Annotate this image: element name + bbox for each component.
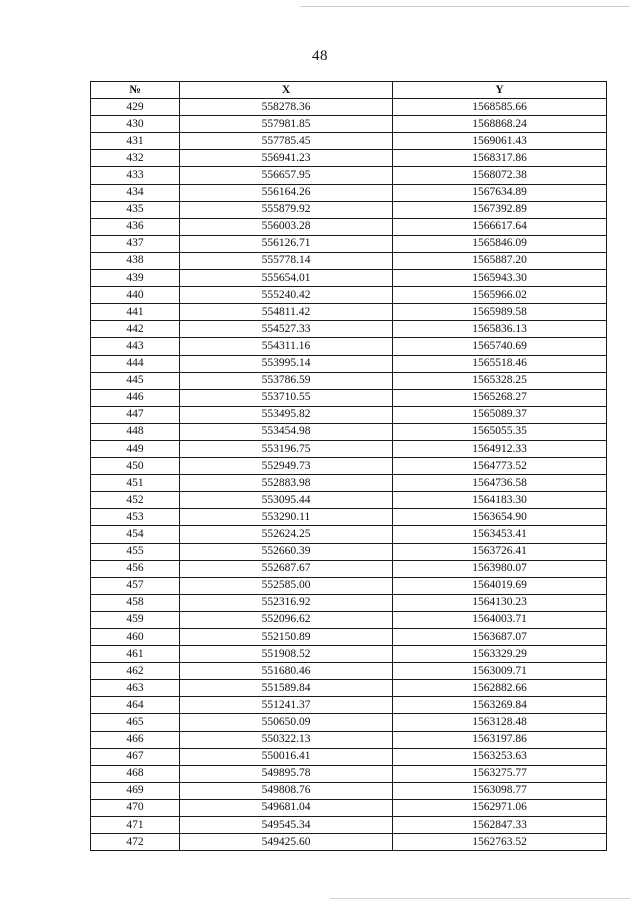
- x-coordinate: 556941.23: [180, 150, 393, 167]
- x-coordinate: 553995.14: [180, 355, 393, 372]
- point-number: 432: [91, 150, 180, 167]
- y-coordinate: 1564736.58: [393, 475, 607, 492]
- y-coordinate: 1565268.27: [393, 389, 607, 406]
- point-number: 465: [91, 714, 180, 731]
- table-row: [91, 748, 607, 765]
- header-y: Y: [393, 82, 607, 99]
- x-coordinate: 552660.39: [180, 543, 393, 560]
- y-coordinate: 1568585.66: [393, 99, 607, 116]
- x-coordinate: 551241.37: [180, 697, 393, 714]
- point-number: 444: [91, 355, 180, 372]
- table-row: [91, 372, 607, 389]
- y-coordinate: 1564183.30: [393, 492, 607, 509]
- point-number: 440: [91, 287, 180, 304]
- point-number: 471: [91, 817, 180, 834]
- point-number: 434: [91, 184, 180, 201]
- y-coordinate: 1563098.77: [393, 782, 607, 799]
- point-number: 451: [91, 475, 180, 492]
- table-row: [91, 270, 607, 287]
- x-coordinate: 549808.76: [180, 782, 393, 799]
- x-coordinate: 552585.00: [180, 577, 393, 594]
- point-number: 459: [91, 611, 180, 628]
- y-coordinate: 1565943.30: [393, 270, 607, 287]
- table-row: [91, 406, 607, 423]
- y-coordinate: 1565089.37: [393, 406, 607, 423]
- x-coordinate: 555879.92: [180, 201, 393, 218]
- table-row: [91, 355, 607, 372]
- x-coordinate: 550322.13: [180, 731, 393, 748]
- point-number: 433: [91, 167, 180, 184]
- table-row: [91, 338, 607, 355]
- table-row: [91, 201, 607, 218]
- point-number: 437: [91, 235, 180, 252]
- y-coordinate: 1565328.25: [393, 372, 607, 389]
- point-number: 447: [91, 406, 180, 423]
- table-row: [91, 167, 607, 184]
- x-coordinate: 552883.98: [180, 475, 393, 492]
- x-coordinate: 550016.41: [180, 748, 393, 765]
- y-coordinate: 1564912.33: [393, 440, 607, 457]
- y-coordinate: 1563197.86: [393, 731, 607, 748]
- y-coordinate: 1564019.69: [393, 577, 607, 594]
- y-coordinate: 1563453.41: [393, 526, 607, 543]
- point-number: 442: [91, 321, 180, 338]
- y-coordinate: 1562847.33: [393, 817, 607, 834]
- x-coordinate: 549425.60: [180, 834, 393, 851]
- x-coordinate: 558278.36: [180, 99, 393, 116]
- y-coordinate: 1563128.48: [393, 714, 607, 731]
- point-number: 450: [91, 458, 180, 475]
- x-coordinate: 553196.75: [180, 440, 393, 457]
- table-row: [91, 184, 607, 201]
- x-coordinate: 556657.95: [180, 167, 393, 184]
- y-coordinate: 1563253.63: [393, 748, 607, 765]
- point-number: 470: [91, 799, 180, 816]
- point-number: 468: [91, 765, 180, 782]
- point-number: 458: [91, 594, 180, 611]
- x-coordinate: 553710.55: [180, 389, 393, 406]
- table-row: [91, 817, 607, 834]
- y-coordinate: 1564773.52: [393, 458, 607, 475]
- y-coordinate: 1568072.38: [393, 167, 607, 184]
- table-row: [91, 765, 607, 782]
- x-coordinate: 552624.25: [180, 526, 393, 543]
- table-row: [91, 663, 607, 680]
- table-row: [91, 594, 607, 611]
- x-coordinate: 553454.98: [180, 423, 393, 440]
- table-header-row: [91, 82, 607, 99]
- page-number: 48: [312, 48, 328, 64]
- y-coordinate: 1562882.66: [393, 680, 607, 697]
- x-coordinate: 552687.67: [180, 560, 393, 577]
- point-number: 466: [91, 731, 180, 748]
- table-row: [91, 714, 607, 731]
- y-coordinate: 1565989.58: [393, 304, 607, 321]
- point-number: 439: [91, 270, 180, 287]
- point-number: 472: [91, 834, 180, 851]
- table-row: [91, 509, 607, 526]
- y-coordinate: 1563687.07: [393, 629, 607, 646]
- point-number: 431: [91, 133, 180, 150]
- x-coordinate: 551908.52: [180, 646, 393, 663]
- x-coordinate: 556126.71: [180, 235, 393, 252]
- x-coordinate: 557785.45: [180, 133, 393, 150]
- table-row: [91, 440, 607, 457]
- y-coordinate: 1563329.29: [393, 646, 607, 663]
- x-coordinate: 554527.33: [180, 321, 393, 338]
- scan-edge-bottom: [330, 898, 630, 899]
- table-row: [91, 99, 607, 116]
- table-row: [91, 782, 607, 799]
- point-number: 464: [91, 697, 180, 714]
- x-coordinate: 550650.09: [180, 714, 393, 731]
- table-row: [91, 475, 607, 492]
- point-number: 454: [91, 526, 180, 543]
- y-coordinate: 1563654.90: [393, 509, 607, 526]
- table-row: [91, 560, 607, 577]
- table-row: [91, 218, 607, 235]
- table-row: [91, 680, 607, 697]
- x-coordinate: 549681.04: [180, 799, 393, 816]
- point-number: 429: [91, 99, 180, 116]
- y-coordinate: 1565518.46: [393, 355, 607, 372]
- x-coordinate: 556003.28: [180, 218, 393, 235]
- y-coordinate: 1563009.71: [393, 663, 607, 680]
- y-coordinate: 1563980.07: [393, 560, 607, 577]
- x-coordinate: 553095.44: [180, 492, 393, 509]
- y-coordinate: 1564003.71: [393, 611, 607, 628]
- point-number: 461: [91, 646, 180, 663]
- table-row: [91, 492, 607, 509]
- y-coordinate: 1568317.86: [393, 150, 607, 167]
- y-coordinate: 1564130.23: [393, 594, 607, 611]
- point-number: 462: [91, 663, 180, 680]
- x-coordinate: 555654.01: [180, 270, 393, 287]
- y-coordinate: 1565740.69: [393, 338, 607, 355]
- point-number: 463: [91, 680, 180, 697]
- point-number: 438: [91, 252, 180, 269]
- table-row: [91, 697, 607, 714]
- x-coordinate: 549895.78: [180, 765, 393, 782]
- point-number: 457: [91, 577, 180, 594]
- point-number: 435: [91, 201, 180, 218]
- y-coordinate: 1565887.20: [393, 252, 607, 269]
- coordinates-table: [90, 81, 607, 851]
- point-number: 441: [91, 304, 180, 321]
- header-x: X: [180, 82, 393, 99]
- table-row: [91, 543, 607, 560]
- x-coordinate: 551680.46: [180, 663, 393, 680]
- table-row: [91, 150, 607, 167]
- point-number: 467: [91, 748, 180, 765]
- x-coordinate: 551589.84: [180, 680, 393, 697]
- point-number: 453: [91, 509, 180, 526]
- y-coordinate: 1562971.06: [393, 799, 607, 816]
- y-coordinate: 1567634.89: [393, 184, 607, 201]
- scan-edge-top: [300, 6, 630, 7]
- table-row: [91, 133, 607, 150]
- table-row: [91, 389, 607, 406]
- table-row: [91, 577, 607, 594]
- table-row: [91, 304, 607, 321]
- x-coordinate: 552096.62: [180, 611, 393, 628]
- table-row: [91, 799, 607, 816]
- x-coordinate: 554811.42: [180, 304, 393, 321]
- table-row: [91, 252, 607, 269]
- y-coordinate: 1567392.89: [393, 201, 607, 218]
- x-coordinate: 555778.14: [180, 252, 393, 269]
- point-number: 455: [91, 543, 180, 560]
- y-coordinate: 1565846.09: [393, 235, 607, 252]
- table-row: [91, 731, 607, 748]
- x-coordinate: 554311.16: [180, 338, 393, 355]
- point-number: 445: [91, 372, 180, 389]
- y-coordinate: 1566617.64: [393, 218, 607, 235]
- table-row: [91, 834, 607, 851]
- y-coordinate: 1568868.24: [393, 116, 607, 133]
- table-row: [91, 526, 607, 543]
- x-coordinate: 553786.59: [180, 372, 393, 389]
- y-coordinate: 1563726.41: [393, 543, 607, 560]
- y-coordinate: 1565966.02: [393, 287, 607, 304]
- x-coordinate: 549545.34: [180, 817, 393, 834]
- point-number: 460: [91, 629, 180, 646]
- table-row: [91, 629, 607, 646]
- point-number: 452: [91, 492, 180, 509]
- y-coordinate: 1565055.35: [393, 423, 607, 440]
- x-coordinate: 557981.85: [180, 116, 393, 133]
- point-number: 449: [91, 440, 180, 457]
- x-coordinate: 552949.73: [180, 458, 393, 475]
- y-coordinate: 1569061.43: [393, 133, 607, 150]
- x-coordinate: 552316.92: [180, 594, 393, 611]
- table-row: [91, 423, 607, 440]
- x-coordinate: 552150.89: [180, 629, 393, 646]
- point-number: 456: [91, 560, 180, 577]
- point-number: 436: [91, 218, 180, 235]
- table-row: [91, 287, 607, 304]
- x-coordinate: 556164.26: [180, 184, 393, 201]
- point-number: 446: [91, 389, 180, 406]
- y-coordinate: 1563269.84: [393, 697, 607, 714]
- point-number: 430: [91, 116, 180, 133]
- y-coordinate: 1563275.77: [393, 765, 607, 782]
- x-coordinate: 553290.11: [180, 509, 393, 526]
- x-coordinate: 553495.82: [180, 406, 393, 423]
- x-coordinate: 555240.42: [180, 287, 393, 304]
- table-row: [91, 116, 607, 133]
- table-row: [91, 235, 607, 252]
- table-body: [91, 99, 607, 851]
- header-number: №: [91, 82, 180, 99]
- point-number: 469: [91, 782, 180, 799]
- table-row: [91, 646, 607, 663]
- table-row: [91, 458, 607, 475]
- y-coordinate: 1562763.52: [393, 834, 607, 851]
- table-row: [91, 611, 607, 628]
- table-row: [91, 321, 607, 338]
- y-coordinate: 1565836.13: [393, 321, 607, 338]
- point-number: 448: [91, 423, 180, 440]
- point-number: 443: [91, 338, 180, 355]
